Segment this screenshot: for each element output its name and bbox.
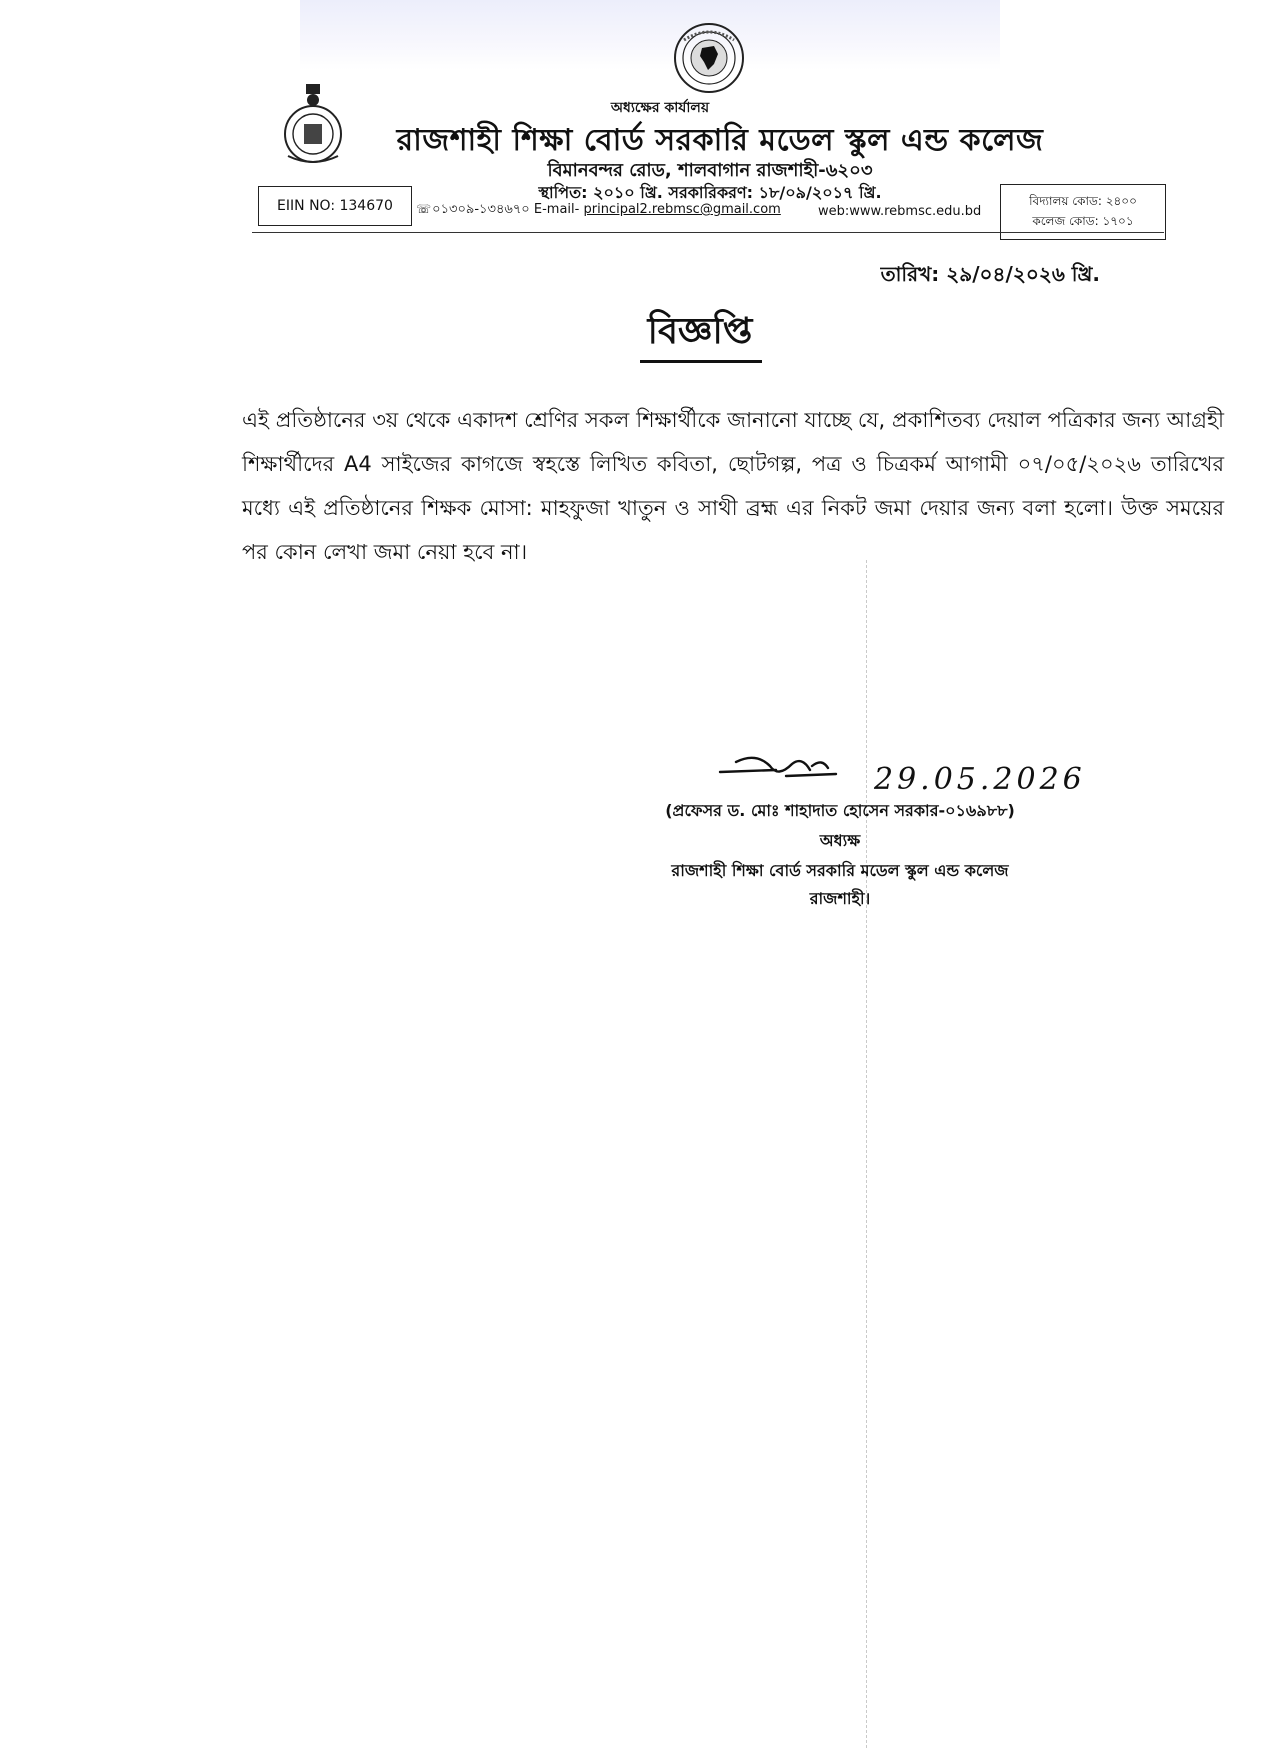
- college-code: কলেজ কোড: ১৭০১: [1032, 214, 1134, 228]
- email-link[interactable]: principal2.rebmsc@gmail.com: [583, 202, 781, 217]
- handwritten-date: 29.05.2026: [874, 762, 1086, 797]
- institution-seal-icon: [278, 82, 348, 168]
- notice-date: তারিখ: ২৯/০৪/২০২৬ খ্রি.: [880, 262, 1100, 286]
- institution-name: রাজশাহী শিক্ষা বোর্ড সরকারি মডেল স্কুল এন্ড কলেজ: [396, 123, 1044, 158]
- header-divider: [252, 232, 1164, 233]
- eiin-number: EIIN NO: 134670: [277, 198, 393, 214]
- signatory-designation: অধ্যক্ষ: [819, 831, 861, 850]
- signatory-city: রাজশাহী।: [809, 889, 871, 908]
- email-label: E-mail-: [533, 202, 580, 217]
- government-seal-icon: [664, 20, 754, 100]
- scan-tint: [300, 0, 1000, 70]
- signature-icon: [716, 748, 846, 788]
- signatory-institution: রাজশাহী শিক্ষা বোর্ড সরকারি মডেল স্কুল এন্ড কলেজ: [671, 861, 1009, 880]
- title-underline: [640, 360, 762, 363]
- signatory-name: (প্রফেসর ড. মোঃ শাহাদাত হোসেন সরকার-০১৬৯৮৮): [665, 801, 1015, 820]
- contact-line: [416, 200, 786, 221]
- school-code: বিদ্যালয় কোড: ২৪০০: [1029, 194, 1137, 208]
- fold-mark: [866, 560, 867, 1748]
- office-label: অধ্যক্ষের কার্যালয়: [610, 100, 710, 116]
- established-line: স্থাপিত: ২০১০ খ্রি. সরকারিকরণ: ১৮/০৯/২০১৭ খ্রি.: [538, 183, 882, 202]
- eiin-box: [258, 186, 412, 226]
- notice-title: বিজ্ঞপ্তি: [647, 311, 753, 352]
- phone-icon: ☏: [416, 202, 432, 216]
- address-line: বিমানবন্দর রোড, শালবাগান রাজশাহী-৬২০৩: [547, 160, 873, 181]
- phone-number: ০১৩০৯-১৩৪৬৭০: [432, 202, 530, 217]
- website-link[interactable]: web:www.rebmsc.edu.bd: [818, 204, 982, 219]
- notice-body: এই প্রতিষ্ঠানের ৩য় থেকে একাদশ শ্রেণির সকল শিক্ষার্থীকে জানানো যাচ্ছে যে, প্রকাশিতব্য দেয়াল পত্রিকার জন্য আগ্রহী শিক্ষার্থীদের A4 সাইজের কাগজে স্বহস্তে লিখিত কবিতা, ছোটগল্প, পত্র ও চিত্রকর্ম আগামী ০৭/০৫/২০২৬ তারিখের মধ্যে এই প্রতিষ্ঠানের শিক্ষক মোসা: মাহফুজা খাতুন ও সাথী ব্রহ্ম এর নিকট জমা দেয়ার জন্য বলা হলো। উক্ত সময়ের পর কোন লেখা জমা নেয়া হবে না।: [242, 408, 1224, 564]
